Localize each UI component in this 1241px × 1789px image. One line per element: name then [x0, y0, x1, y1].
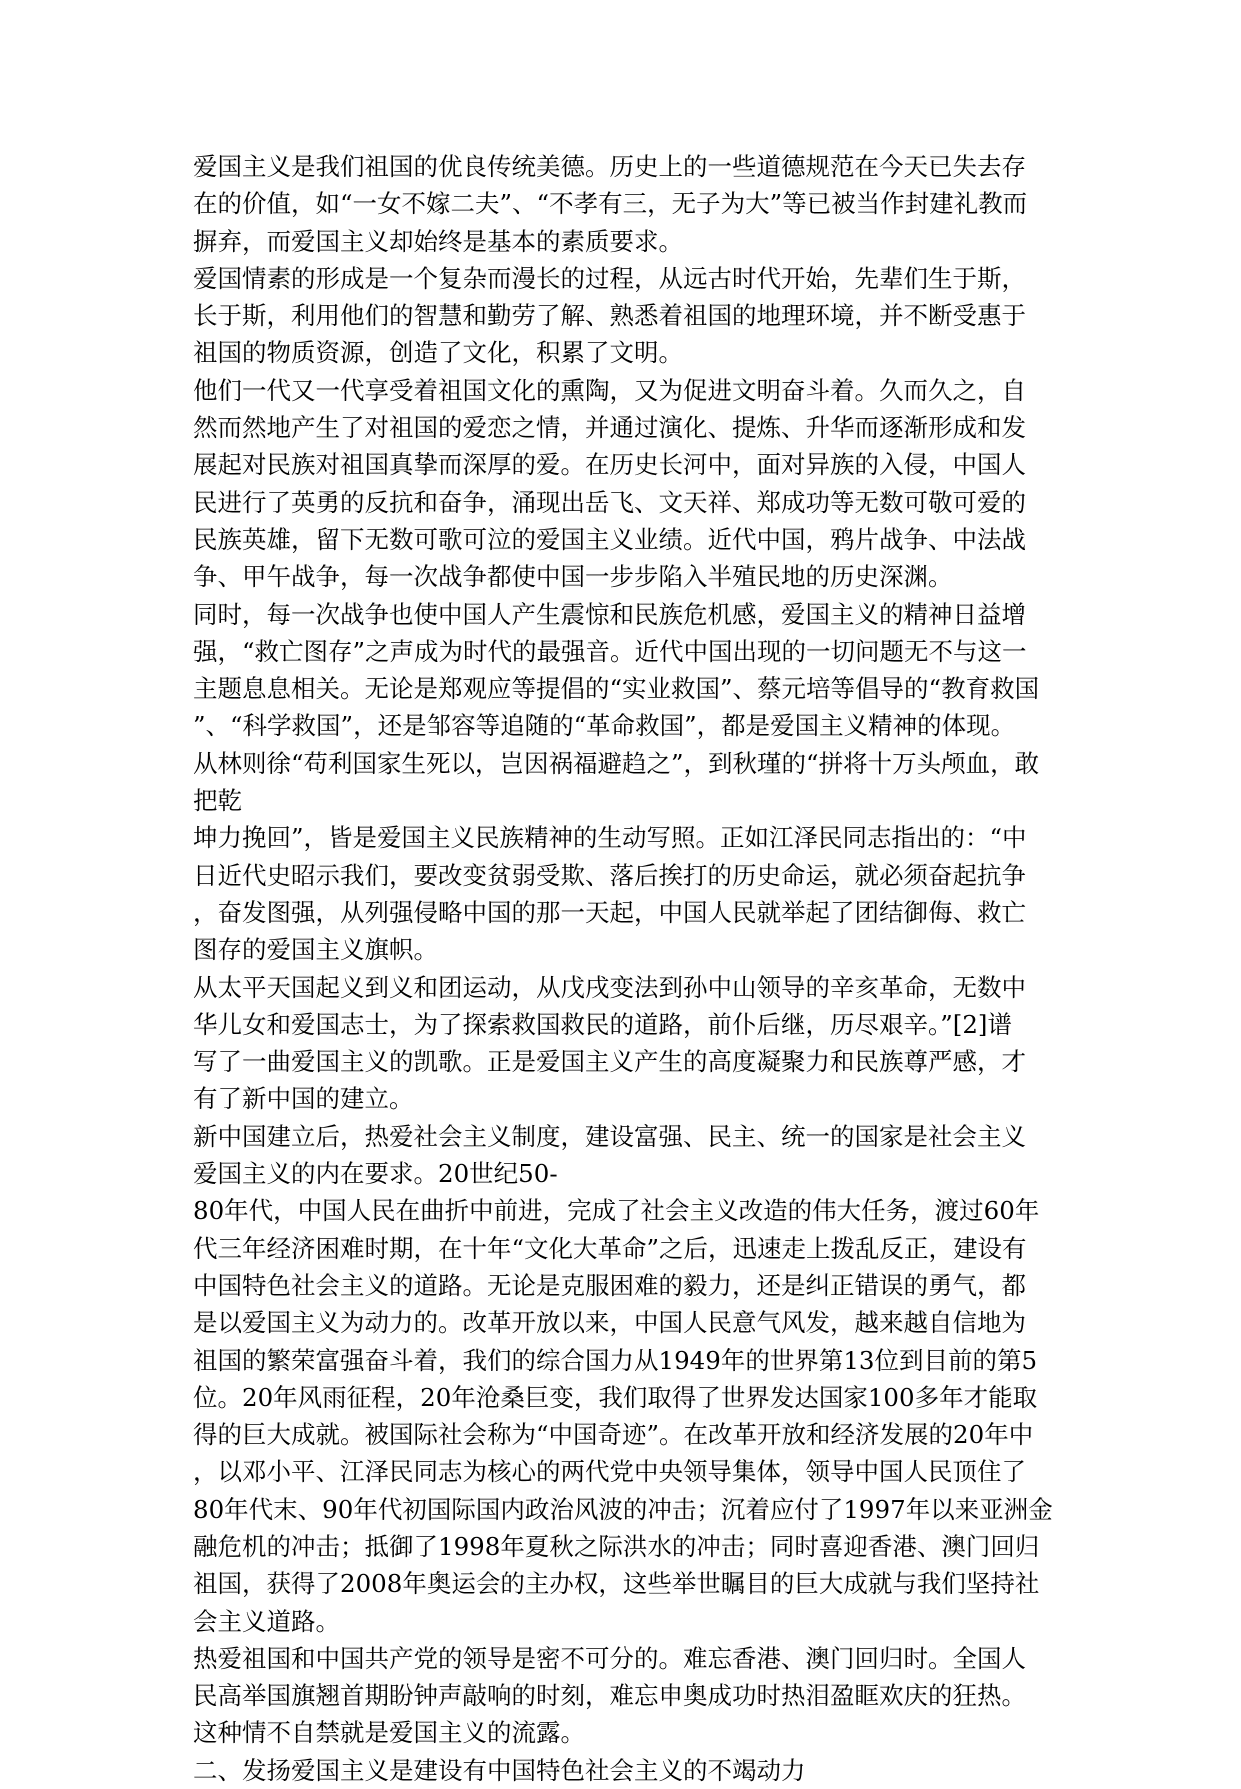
- text-line: 长于斯，利用他们的智慧和勤劳了解、熟悉着祖国的地理环境，并不断受惠于: [193, 301, 1026, 331]
- text-line: 同时，每一次战争也使中国人产生震惊和民族危机感，爱国主义的精神日益增: [193, 599, 1026, 629]
- text-line: 他们一代又一代享受着祖国文化的熏陶，又为促进文明奋斗着。久而久之，自: [193, 375, 1026, 405]
- text-line: 80年代末、90年代初国际国内政治风波的冲击；沉着应付了1997年以来亚洲金: [193, 1494, 1053, 1524]
- paragraph: [193, 596, 1058, 745]
- text-line: 是以爱国主义为动力的。改革开放以来，中国人民意气风发，越来越自信地为: [193, 1308, 1026, 1338]
- text-line: 在的价值，如“一女不嫁二夫”、“不孝有三，无子为大”等已被当作封建礼教而: [193, 189, 1028, 219]
- paragraph: [193, 969, 1058, 1118]
- document-body: [193, 148, 1058, 1789]
- text-line: 中国特色社会主义的道路。无论是克服困难的毅力，还是纠正错误的勇气，都: [193, 1270, 1026, 1300]
- text-line: 爱国主义的内在要求。20世纪50-: [193, 1159, 558, 1189]
- text-line: 从太平天国起义到义和团运动，从戊戌变法到孙中山领导的辛亥革命，无数中: [193, 972, 1026, 1002]
- text-line: 祖国的繁荣富强奋斗着，我们的综合国力从1949年的世界第13位到目前的第5: [193, 1345, 1038, 1375]
- paragraph: [193, 819, 1058, 968]
- text-line: 然而然地产生了对祖国的爱恋之情，并通过演化、提炼、升华而逐渐形成和发: [193, 413, 1026, 443]
- text-line: 主题息息相关。无论是郑观应等提倡的“实业救国”、蔡元培等倡导的“教育救国: [193, 674, 1040, 704]
- text-line: 热爱祖国和中国共产党的领导是密不可分的。难忘香港、澳门回归时。全国人: [193, 1643, 1026, 1673]
- text-line: 二、发扬爱国主义是建设有中国特色社会主义的不竭动力: [193, 1755, 806, 1785]
- text-line: 有了新中国的建立。: [193, 1084, 414, 1114]
- text-line: ，奋发图强，从列强侵略中国的那一天起，中国人民就举起了团结御侮、救亡: [193, 897, 1026, 927]
- paragraph: [193, 372, 1058, 596]
- text-line: 爱国情素的形成是一个复杂而漫长的过程，从远古时代开始，先辈们生于斯，: [193, 263, 1026, 293]
- paragraph: [193, 1752, 1058, 1789]
- text-line: 争、甲午战争，每一次战争都使中国一步步陷入半殖民地的历史深渊。: [193, 562, 953, 592]
- text-line: 展起对民族对祖国真挚而深厚的爱。在历史长河中，面对异族的入侵，中国人: [193, 450, 1026, 480]
- text-line: 祖国的物质资源，创造了文化，积累了文明。: [193, 338, 683, 368]
- text-line: 民高举国旗翘首期盼钟声敲响的时刻，难忘申奥成功时热泪盈眶欢庆的狂热。: [193, 1681, 1026, 1711]
- paragraph: [193, 1118, 1058, 1193]
- text-line: 把乾: [193, 786, 242, 816]
- text-line: ，以邓小平、江泽民同志为核心的两代党中央领导集体，领导中国人民顶住了: [193, 1457, 1026, 1487]
- text-line: 华儿女和爱国志士，为了探索救国救民的道路，前仆后继，历尽艰辛。”[2]谱: [193, 1009, 1012, 1039]
- text-line: 写了一曲爱国主义的凯歌。正是爱国主义产生的高度凝聚力和民族尊严感，才: [193, 1047, 1026, 1077]
- text-line: 强，“救亡图存”之声成为时代的最强音。近代中国出现的一切问题无不与这一: [193, 636, 1027, 666]
- text-line: 祖国，获得了2008年奥运会的主办权，这些举世瞩目的巨大成就与我们坚持社: [193, 1569, 1040, 1599]
- text-line: 代三年经济困难时期，在十年“文化大革命”之后，迅速走上拨乱反正，建设有: [193, 1233, 1027, 1263]
- text-line: 得的巨大成就。被国际社会称为“中国奇迹”。在改革开放和经济发展的20年中: [193, 1420, 1034, 1450]
- text-line: ”、“科学救国”，还是邹容等追随的“革命救国”，都是爱国主义精神的体现。: [193, 711, 1016, 741]
- text-line: 从林则徐“苟利国家生死以，岂因祸福避趋之”，到秋瑾的“拼将十万头颅血，敢: [193, 748, 1040, 778]
- text-line: 坤力挽回”，皆是爱国主义民族精神的生动写照。正如江泽民同志指出的：“中: [193, 823, 1027, 853]
- text-line: 摒弃，而爱国主义却始终是基本的素质要求。: [193, 226, 683, 256]
- paragraph: [193, 745, 1058, 820]
- text-line: 图存的爱国主义旗帜。: [193, 935, 438, 965]
- text-line: 这种情不自禁就是爱国主义的流露。: [193, 1718, 585, 1748]
- paragraph: [193, 148, 1058, 260]
- text-line: 会主义道路。: [193, 1606, 340, 1636]
- text-line: 位。20年风雨征程，20年沧桑巨变，我们取得了世界发达国家100多年才能取: [193, 1382, 1038, 1412]
- text-line: 日近代史昭示我们，要改变贫弱受欺、落后挨打的历史命运，就必须奋起抗争: [193, 860, 1026, 890]
- text-line: 融危机的冲击；抵御了1998年夏秋之际洪水的冲击；同时喜迎香港、澳门回归: [193, 1531, 1040, 1561]
- text-line: 新中国建立后，热爱社会主义制度，建设富强、民主、统一的国家是社会主义: [193, 1121, 1026, 1151]
- text-line: 民族英雄，留下无数可歌可泣的爱国主义业绩。近代中国，鸦片战争、中法战: [193, 524, 1026, 554]
- text-line: 爱国主义是我们祖国的优良传统美德。历史上的一些道德规范在今天已失去存: [193, 152, 1026, 181]
- paragraph: [193, 1640, 1058, 1752]
- text-line: 80年代，中国人民在曲折中前进，完成了社会主义改造的伟大任务，渡过60年: [193, 1196, 1040, 1226]
- paragraph: [193, 1192, 1058, 1640]
- text-line: 民进行了英勇的反抗和奋争，涌现出岳飞、文天祥、郑成功等无数可敬可爱的: [193, 487, 1026, 517]
- paragraph: [193, 260, 1058, 372]
